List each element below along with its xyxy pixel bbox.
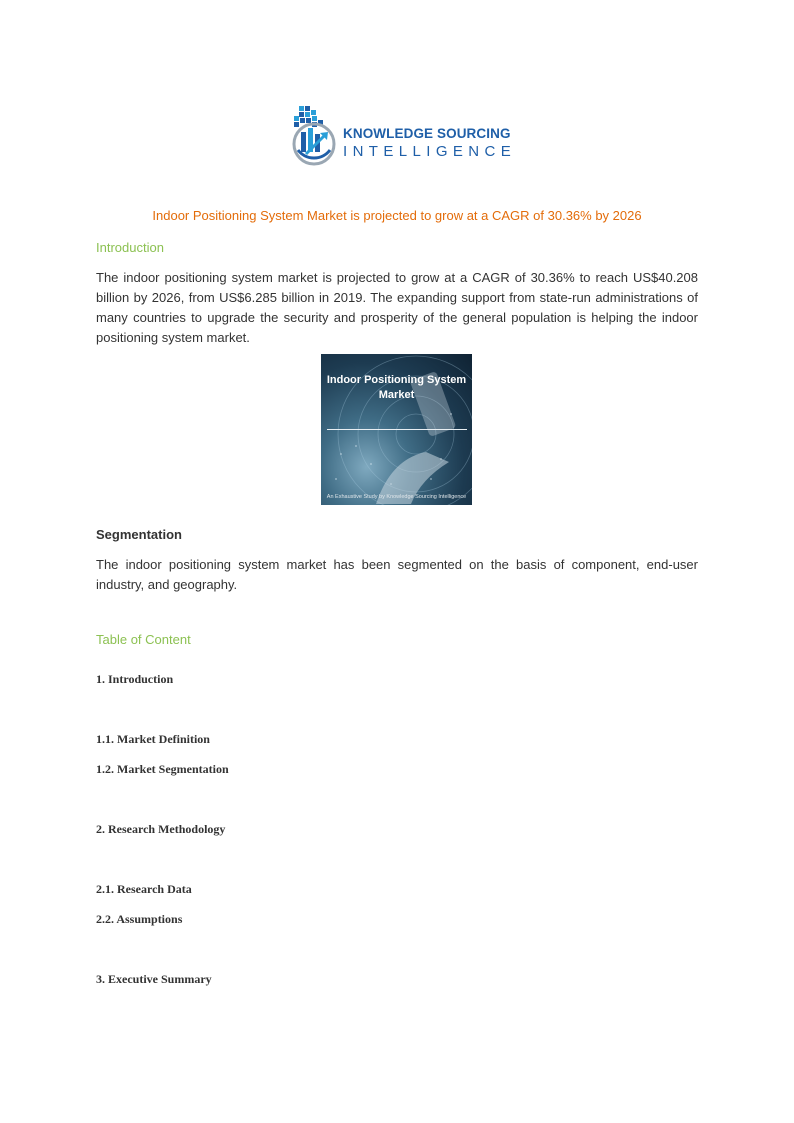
segmentation-heading: Segmentation — [96, 527, 182, 542]
toc-heading: Table of Content — [96, 632, 191, 647]
cover-footer-text: An Exhaustive Study by Knowledge Sourcing Intelligence — [326, 494, 467, 500]
cover-divider — [327, 429, 467, 430]
toc-item: 1.1. Market Definition — [96, 732, 210, 746]
logo-text-line2: INTELLIGENCE — [343, 143, 517, 160]
introduction-paragraph: The indoor positioning system market is projected to grow at a CAGR of 30.36% to reach US$40.208 billion by 2026, from US$6.285 billion in 2019. The expanding support from state-run administrations of many countries to upgrade the security and prosperity of the general population is helping the indoor positioning system market. — [96, 270, 698, 345]
report-cover-image — [321, 354, 472, 505]
introduction-heading: Introduction — [96, 240, 164, 255]
cover-title: Indoor Positioning System Market — [326, 374, 467, 401]
logo-mark-icon — [290, 104, 338, 166]
company-logo — [290, 104, 517, 166]
toc-item: 3. Executive Summary — [96, 972, 212, 986]
toc-item: 1.2. Market Segmentation — [96, 762, 229, 776]
toc-item: 2.2. Assumptions — [96, 912, 183, 926]
toc-item: 2.1. Research Data — [96, 882, 192, 896]
toc-item: 1. Introduction — [96, 672, 174, 686]
toc-item: 2. Research Methodology — [96, 822, 226, 836]
segmentation-paragraph: The indoor positioning system market has been segmented on the basis of component, end-user industry, and geography. — [96, 557, 698, 592]
logo-text-line1: KNOWLEDGE SOURCING — [343, 126, 511, 141]
document-title: Indoor Positioning System Market is projected to grow at a CAGR of 30.36% by 2026 — [152, 208, 642, 223]
